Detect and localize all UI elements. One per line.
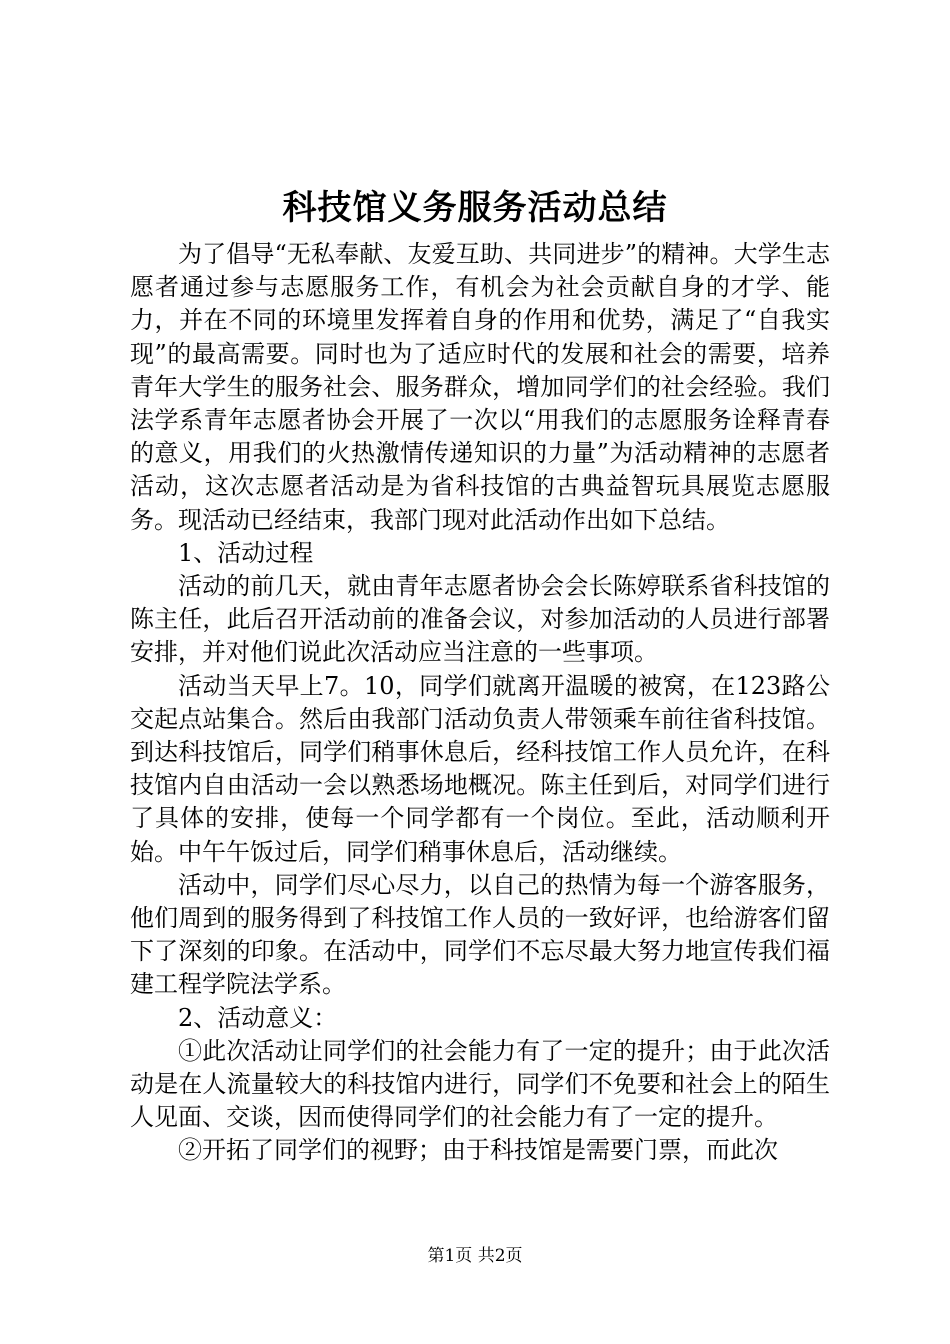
- section-heading-significance: 2、活动意义：: [178, 1003, 338, 1032]
- document-title: 科技馆义务服务活动总结: [282, 188, 668, 228]
- paragraph-process-prep: 活动的前几天，就由青年志愿者协会会长陈婷联系省科技馆的陈主任，此后召开活动前的准备会议，对参加活动的人员进行部署安排，并对他们说此次活动应当注意的一些事项。: [130, 572, 830, 667]
- document-body: [130, 238, 830, 1168]
- paragraph-process-service: 活动中，同学们尽心尽力，以自己的热情为每一个游客服务，他们周到的服务得到了科技馆工作人员的一致好评，也给游客们留下了深刻的印象。在活动中，同学们不忘尽最大努力地宣传我们福建工程学院法学系。: [130, 870, 830, 999]
- paragraph-significance-2: ②开拓了同学们的视野；由于科技馆是需要门票，而此次: [178, 1136, 778, 1165]
- paragraph-intro: 为了倡导“无私奉献、友爱互助、共同进步”的精神。大学生志愿者通过参与志愿服务工作，有机会为社会贡献自身的才学、能力，并在不同的环境里发挥着自身的作用和优势，满足了“自我实现”的最高需要。同时也为了适应时代的发展和社会的需要，培养青年大学生的服务社会、服务群众，增加同学们的社会经验。我们法学系青年志愿者协会开展了一次以“用我们的志愿服务诠释青春的意义，用我们的火热激情传递知识的力量”为活动精神的志愿者活动，这次志愿者活动是为省科技馆的古典益智玩具展览志愿服务。现活动已经结束，我部门现对此活动作出如下总结。: [130, 240, 830, 534]
- paragraph-process-day: 活动当天早上7。10，同学们就离开温暖的被窝，在123路公交起点站集合。然后由我部门活动负责人带领乘车前往省科技馆。到达科技馆后，同学们稍事休息后，经科技馆工作人员允许，在科技馆内自由活动一会以熟悉场地概况。陈主任到后，对同学们进行了具体的安排，使每一个同学都有一个岗位。至此，活动顺利开始。中午午饭过后，同学们稍事休息后，活动继续。: [130, 671, 830, 866]
- paragraph-significance-1: ①此次活动让同学们的社会能力有了一定的提升；由于此次活动是在人流量较大的科技馆内进行，同学们不免要和社会上的陌生人见面、交谈，因而使得同学们的社会能力有了一定的提升。: [130, 1036, 830, 1132]
- section-heading-process: 1、活动过程: [178, 538, 314, 567]
- page-footer: 第1页 共2页: [427, 1246, 523, 1266]
